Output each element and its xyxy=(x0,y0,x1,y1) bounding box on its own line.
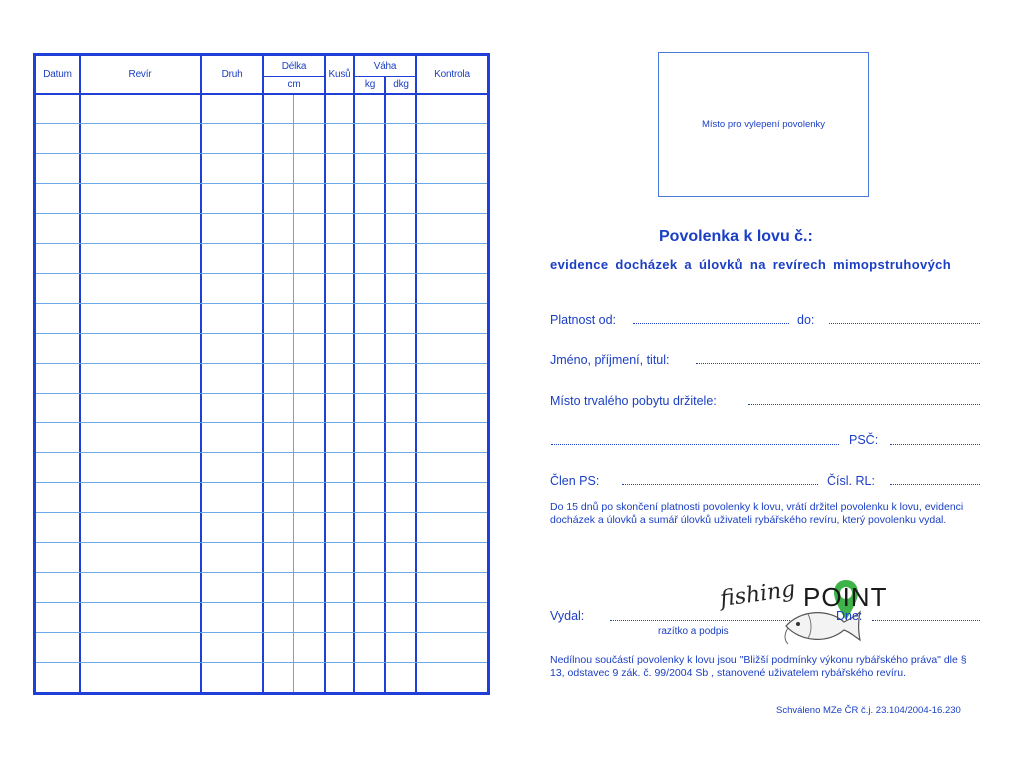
header-rule xyxy=(36,93,487,95)
table-row-rule xyxy=(36,333,487,334)
table-row-rule xyxy=(36,183,487,184)
catch-log-table xyxy=(33,53,490,695)
member-label: Člen PS: xyxy=(550,474,600,488)
table-row-rule xyxy=(36,422,487,423)
delka-subheader-rule xyxy=(264,76,325,77)
permit-subtitle: evidence docházek a úlovků na revírech mimopstruhových xyxy=(550,257,952,272)
column-rule xyxy=(262,56,264,692)
header-kusu: Kusů xyxy=(328,69,351,80)
approval-number: Schváleno MZe ČR č.j. 23.104/2004-16.230 xyxy=(776,705,961,716)
table-row-rule xyxy=(36,243,487,244)
header-delka-unit: cm xyxy=(287,79,301,90)
table-row-rule xyxy=(36,452,487,453)
return-note: Do 15 dnů po skončení platnosti povolenky k lovu, vrátí držitel povolenku k lovu, evidenci docházek a úlovků a sumář úlovků uživateli rybářského revíru, který povolenku vydal. xyxy=(550,501,964,526)
header-datum: Datum xyxy=(43,69,72,80)
residence-field[interactable] xyxy=(748,404,980,405)
sticker-box-label: Místo pro vylepení povolenky xyxy=(701,119,826,130)
table-row-rule xyxy=(36,123,487,124)
column-rule xyxy=(353,56,355,692)
date-label: Dne: xyxy=(836,609,863,623)
header-druh: Druh xyxy=(221,69,243,80)
header-delka: Délka xyxy=(281,60,307,72)
issued-field[interactable] xyxy=(610,620,790,621)
valid-to-field[interactable] xyxy=(829,323,980,324)
valid-to-label: do: xyxy=(797,313,815,327)
name-label: Jméno, příjmení, titul: xyxy=(550,353,670,367)
valid-from-field[interactable] xyxy=(633,323,789,324)
valid-from-label: Platnost od: xyxy=(550,313,617,327)
name-field[interactable] xyxy=(696,363,980,364)
psc-label: PSČ: xyxy=(849,433,879,447)
header-vaha-dkg: dkg xyxy=(393,79,409,90)
table-row-rule xyxy=(36,363,487,364)
footer-note: Nedílnou součástí povolenky k lovu jsou "Bližší podmínky výkonu rybářského práva" dle § 13, odstavec 9 zák. č. 99/2004 Sb , stanovené uživatelem rybářského revíru. xyxy=(550,654,967,679)
table-row-rule xyxy=(36,482,487,483)
member-field[interactable] xyxy=(622,484,818,485)
column-rule xyxy=(79,56,81,692)
header-kontrola: Kontrola xyxy=(434,69,470,80)
header-vaha: Váha xyxy=(373,60,397,72)
table-row-rule xyxy=(36,632,487,633)
logo-script-text: fishing xyxy=(718,576,797,613)
psc-field[interactable] xyxy=(890,444,980,445)
table-row-rule xyxy=(36,512,487,513)
column-rule xyxy=(200,56,202,692)
date-field[interactable] xyxy=(872,620,980,621)
permit-title: Povolenka k lovu č.: xyxy=(659,228,813,245)
rl-label: Čísl. RL: xyxy=(827,474,875,488)
issued-label: Vydal: xyxy=(550,609,585,623)
table-row-rule xyxy=(36,542,487,543)
table-row-rule xyxy=(36,153,487,154)
table-row-rule xyxy=(36,393,487,394)
table-row-rule xyxy=(36,602,487,603)
rl-field[interactable] xyxy=(890,484,980,485)
header-revir: Revír xyxy=(128,69,152,80)
table-row-rule xyxy=(36,662,487,663)
permit-sticker-box xyxy=(658,52,869,197)
column-rule xyxy=(415,56,417,692)
column-rule xyxy=(324,56,326,692)
table-row-rule xyxy=(36,273,487,274)
column-rule xyxy=(384,76,386,692)
residence-label: Místo trvalého pobytu držitele: xyxy=(550,394,717,408)
table-row-rule xyxy=(36,213,487,214)
table-row-rule xyxy=(36,572,487,573)
address-field[interactable] xyxy=(551,444,839,445)
logo-point-label: POINT xyxy=(803,582,888,612)
vaha-subheader-rule xyxy=(355,76,417,77)
table-row-rule xyxy=(36,303,487,304)
stamp-label: razítko a podpis xyxy=(658,626,729,637)
header-vaha-kg: kg xyxy=(364,79,376,90)
